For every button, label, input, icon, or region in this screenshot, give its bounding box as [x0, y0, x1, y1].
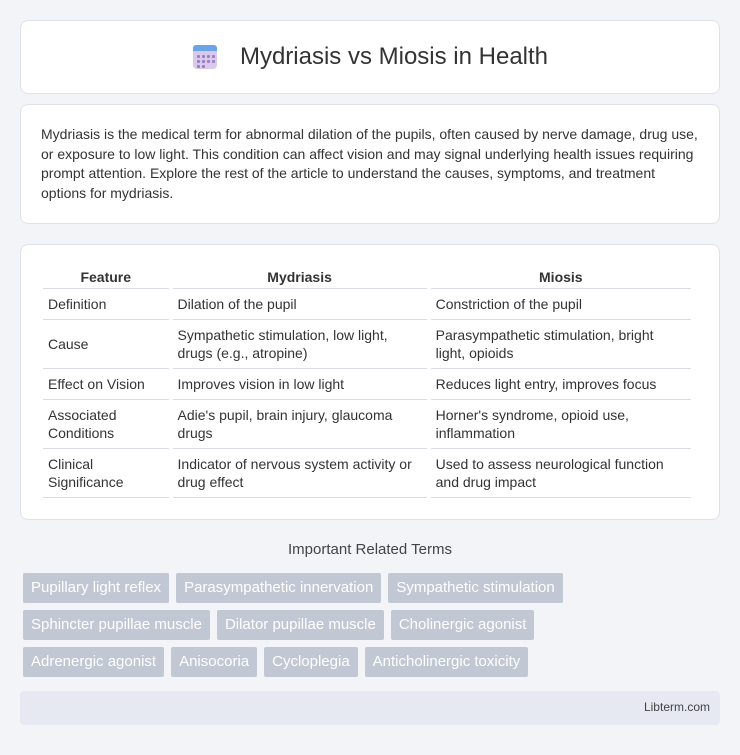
table-row: [43, 320, 691, 369]
table-cell: Constriction of the pupil: [431, 289, 691, 320]
table-row: [43, 449, 691, 498]
comparison-card: [20, 244, 720, 520]
related-terms-list: [23, 573, 723, 684]
tag-row: [23, 610, 723, 640]
tag-parasympathetic-innervation[interactable]: Parasympathetic innervation: [176, 573, 381, 603]
table-cell: Reduces light entry, improves focus: [431, 369, 691, 400]
column-header-mydriasis: Mydriasis: [173, 265, 427, 289]
title-wrap: [192, 43, 548, 71]
related-terms-heading: Important Related Terms: [288, 541, 452, 558]
table-cell: Clinical Significance: [43, 449, 169, 498]
table-cell: Sympathetic stimulation, low light, drugs (e.g., atropine): [173, 320, 427, 369]
table-cell: Definition: [43, 289, 169, 320]
table-row: [43, 369, 691, 400]
table-cell: Parasympathetic stimulation, bright light, opioids: [431, 320, 691, 369]
table-cell: Effect on Vision: [43, 369, 169, 400]
comparison-table: [39, 265, 695, 498]
tag-row: [23, 647, 723, 677]
tag-cholinergic-agonist[interactable]: Cholinergic agonist: [391, 610, 535, 640]
table-cell: Indicator of nervous system activity or drug effect: [173, 449, 427, 498]
table-cell: Dilation of the pupil: [173, 289, 427, 320]
table-cell: Cause: [43, 320, 169, 369]
table-cell: Horner's syndrome, opioid use, inflammation: [431, 400, 691, 449]
intro-paragraph: Mydriasis is the medical term for abnormal dilation of the pupils, often caused by nerve damage, drug use, or exposure to low light. This condition can affect vision and may signal underlying health issues requiring prompt attention. Explore the rest of the article to understand the causes, symptoms, and treatment options for mydriasis.: [41, 126, 698, 201]
column-header-miosis: Miosis: [431, 265, 691, 289]
footer: [20, 691, 720, 725]
tag-sympathetic-stimulation[interactable]: Sympathetic stimulation: [388, 573, 562, 603]
tag-anisocoria[interactable]: Anisocoria: [171, 647, 257, 677]
tag-anticholinergic-toxicity[interactable]: Anticholinergic toxicity: [365, 647, 529, 677]
tag-dilator-pupillae-muscle[interactable]: Dilator pupillae muscle: [217, 610, 384, 640]
table-cell: Adie's pupil, brain injury, glaucoma drugs: [173, 400, 427, 449]
calendar-icon: [192, 45, 218, 69]
page-title: Mydriasis vs Miosis in Health: [239, 43, 549, 70]
table-header-row: [43, 265, 691, 289]
table-row: [43, 400, 691, 449]
table-cell: Improves vision in low light: [173, 369, 427, 400]
table-cell: Associated Conditions: [43, 400, 169, 449]
footer-site-link[interactable]: Libterm.com: [643, 700, 710, 714]
tag-pupillary-light-reflex[interactable]: Pupillary light reflex: [23, 573, 169, 603]
title-card: [20, 20, 720, 94]
tag-adrenergic-agonist[interactable]: Adrenergic agonist: [23, 647, 164, 677]
tag-row: [23, 573, 723, 603]
table-row: [43, 289, 691, 320]
table-cell: Used to assess neurological function and drug impact: [431, 449, 691, 498]
intro-card: [20, 104, 720, 224]
tag-cycloplegia[interactable]: Cycloplegia: [264, 647, 358, 677]
column-header-feature: Feature: [43, 265, 169, 289]
tag-sphincter-pupillae-muscle[interactable]: Sphincter pupillae muscle: [23, 610, 210, 640]
